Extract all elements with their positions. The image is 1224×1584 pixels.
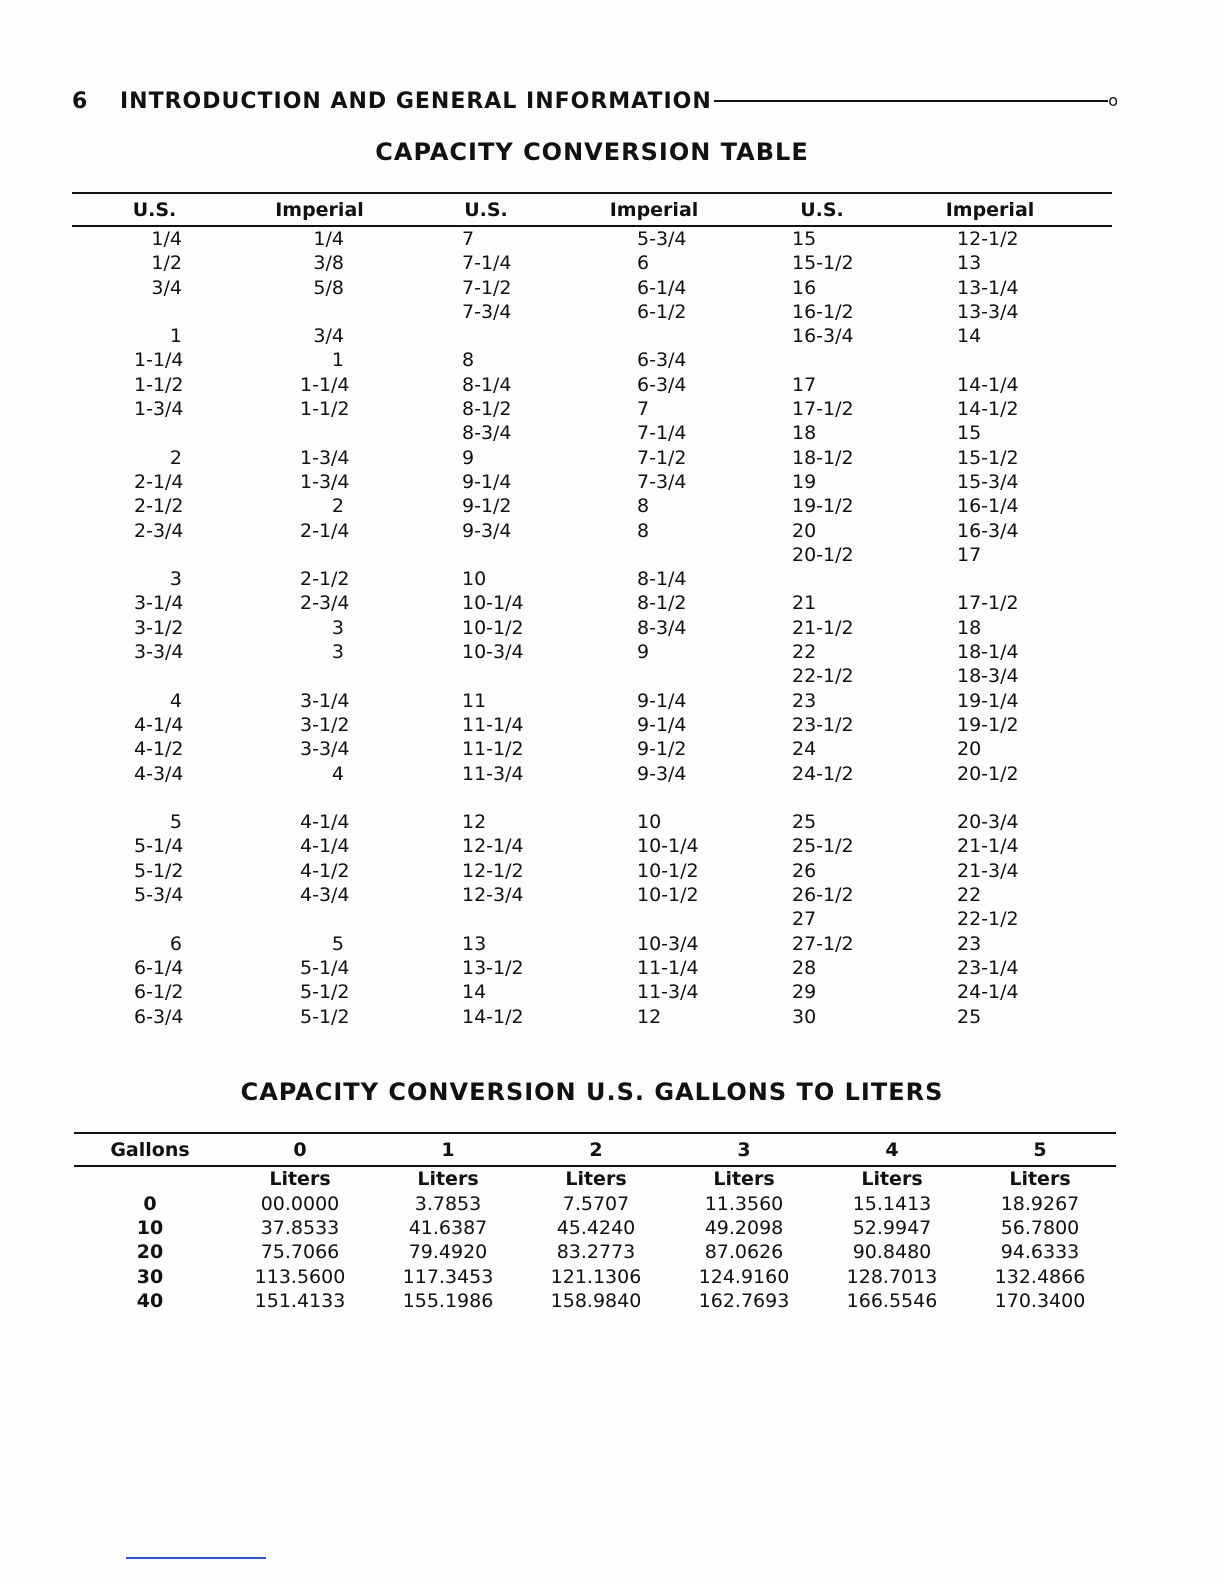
table-row — [74, 1191, 1116, 1215]
gallons-value: 20 — [136, 1241, 164, 1264]
table-cell — [637, 907, 727, 931]
table-cell: 12-1/2 — [462, 859, 524, 882]
table-cell: 20-1/2 — [957, 762, 1019, 785]
table-cell: 8-1/4 — [637, 568, 687, 591]
table-cell: 10-1/2 — [637, 859, 699, 882]
gallons-table-body — [74, 1191, 1116, 1313]
table-cell: 16-3/4 — [792, 325, 854, 348]
table-cell: 6-1/4 — [134, 956, 184, 979]
table-cell: 1 — [169, 325, 182, 348]
table-cell: 4 — [331, 762, 344, 785]
table-cell: 25 — [957, 1005, 982, 1028]
table-cell: 5/8 — [313, 276, 344, 299]
header-us-3: U.S. — [800, 198, 844, 221]
table-cell: 8-1/4 — [462, 373, 512, 396]
table-cell: 25 — [792, 811, 817, 834]
table-cell: 23 — [957, 932, 982, 955]
table-cell: 3-1/2 — [134, 616, 184, 639]
table-cell: 4-1/4 — [300, 835, 350, 858]
header-col-4: 4 — [885, 1138, 899, 1161]
table-cell: 1-3/4 — [300, 446, 350, 469]
table-cell: 9 — [462, 446, 475, 469]
table-cell: 28 — [792, 956, 817, 979]
table-cell: 24-1/2 — [792, 762, 854, 785]
table-cell: 19-1/2 — [792, 495, 854, 518]
table-cell: 1 — [331, 349, 344, 372]
table-cell: 10 — [462, 568, 487, 591]
liters-value: 124.9160 — [698, 1265, 790, 1288]
capacity-column-3 — [637, 227, 727, 1029]
table-cell: 12-1/2 — [957, 228, 1019, 250]
table-cell: 8 — [462, 349, 475, 372]
liters-value: 3.7853 — [414, 1192, 482, 1215]
table-cell: 8 — [637, 519, 650, 542]
table-cell: 2-3/4 — [134, 519, 184, 542]
table-cell: 11-1/4 — [637, 956, 699, 979]
header-imperial-3: Imperial — [945, 198, 1035, 221]
table-cell — [792, 786, 882, 810]
table-cell: 20-1/2 — [792, 543, 854, 566]
table-cell: 3 — [169, 568, 182, 591]
table-row — [74, 1216, 1116, 1240]
table-cell: 3-1/4 — [134, 592, 184, 615]
table-cell: 1-1/4 — [134, 349, 184, 372]
table-cell: 15 — [792, 228, 817, 250]
table-cell: 11-1/4 — [462, 713, 524, 736]
table-cell: 14-1/2 — [957, 398, 1019, 421]
table-cell: 5 — [331, 932, 344, 955]
liters-value: 162.7693 — [698, 1290, 790, 1313]
liters-value: 94.6333 — [1000, 1241, 1080, 1264]
table-cell: 4-1/2 — [300, 859, 350, 882]
liters-unit-row — [74, 1167, 1116, 1191]
table-cell: 16-1/2 — [792, 300, 854, 323]
liters-value: 83.2773 — [556, 1241, 636, 1264]
gallons-table-title: CAPACITY CONVERSION U.S. GALLONS TO LITERS — [240, 1078, 944, 1106]
table-cell: 26 — [792, 859, 817, 882]
header-imperial-1: Imperial — [275, 198, 364, 221]
table-cell: 4-1/4 — [300, 811, 350, 834]
table-cell: 6-3/4 — [134, 1005, 184, 1028]
table-cell: 19-1/4 — [957, 689, 1019, 712]
table-cell: 6-3/4 — [637, 349, 687, 372]
table-cell: 8-3/4 — [462, 422, 512, 445]
table-cell: 3/4 — [313, 325, 344, 348]
capacity-table-body — [72, 227, 1112, 1037]
table-cell: 6-1/2 — [637, 300, 687, 323]
capacity-column-2 — [462, 227, 552, 1029]
table-cell — [300, 300, 344, 324]
table-cell — [792, 348, 882, 372]
table-cell: 27 — [792, 908, 817, 931]
liters-value: 158.9840 — [550, 1290, 642, 1313]
table-cell: 12-1/4 — [462, 835, 524, 858]
table-cell: 1-1/2 — [134, 373, 184, 396]
table-cell — [462, 664, 552, 688]
liters-value: 75.7066 — [260, 1241, 340, 1264]
liters-value: 18.9267 — [1000, 1192, 1080, 1215]
table-cell: 25-1/2 — [792, 835, 854, 858]
liters-value: 151.4133 — [254, 1290, 346, 1313]
table-cell: 4-3/4 — [300, 884, 350, 907]
header-us-2: U.S. — [464, 198, 508, 221]
table-cell: 16-3/4 — [957, 519, 1019, 542]
table-cell: 3 — [331, 641, 344, 664]
table-cell: 9-1/4 — [637, 713, 687, 736]
liters-value: 132.4866 — [994, 1265, 1086, 1288]
capacity-column-5 — [957, 227, 1047, 1029]
table-cell: 5-1/4 — [300, 956, 350, 979]
liters-value: 56.7800 — [1000, 1216, 1080, 1239]
table-cell: 1/2 — [151, 252, 182, 275]
liters-value: 155.1986 — [402, 1290, 494, 1313]
table-cell: 21-3/4 — [957, 859, 1019, 882]
table-cell: 18 — [957, 616, 982, 639]
table-cell: 23-1/2 — [792, 713, 854, 736]
table-cell: 18-1/4 — [957, 641, 1019, 664]
table-cell: 9-1/2 — [462, 495, 512, 518]
gallons-value: 0 — [143, 1192, 157, 1215]
table-cell: 21-1/4 — [957, 835, 1019, 858]
table-cell: 3 — [331, 616, 344, 639]
table-cell: 21 — [792, 592, 817, 615]
liters-value: 113.5600 — [254, 1265, 346, 1288]
table-cell: 13 — [462, 932, 487, 955]
liters-value: 166.5546 — [846, 1290, 938, 1313]
liters-label: Liters — [713, 1168, 775, 1191]
table-cell — [300, 664, 344, 688]
table-row — [74, 1240, 1116, 1264]
table-cell: 23-1/4 — [957, 956, 1019, 979]
table-cell: 7-1/2 — [462, 276, 512, 299]
table-cell — [462, 786, 552, 810]
table-cell: 6 — [169, 932, 182, 955]
table-cell: 15-1/2 — [792, 252, 854, 275]
table-cell: 7 — [637, 398, 650, 421]
chapter-title: INTRODUCTION AND GENERAL INFORMATION — [120, 88, 712, 114]
table-cell: 5-1/2 — [300, 981, 350, 1004]
table-cell: 22 — [957, 884, 982, 907]
table-cell: 8-1/2 — [462, 398, 512, 421]
table-cell: 30 — [792, 1005, 817, 1028]
table-cell: 13 — [957, 252, 982, 275]
liters-label: Liters — [861, 1168, 923, 1191]
header-rule — [714, 100, 1108, 102]
table-cell: 7-3/4 — [637, 470, 687, 493]
table-cell: 1/4 — [313, 228, 344, 250]
table-cell: 14-1/2 — [462, 1005, 524, 1028]
table-cell: 9-3/4 — [462, 519, 512, 542]
table-cell — [637, 786, 727, 810]
table-cell — [300, 907, 344, 931]
table-cell: 14 — [957, 325, 982, 348]
capacity-conversion-table — [72, 192, 1112, 1037]
liters-value: 15.1413 — [852, 1192, 932, 1215]
table-cell — [637, 324, 727, 348]
gallons-value: 40 — [136, 1290, 164, 1313]
table-cell: 10-1/4 — [637, 835, 699, 858]
table-cell: 16 — [792, 276, 817, 299]
header-col-5: 5 — [1033, 1138, 1047, 1161]
table-cell: 22 — [792, 641, 817, 664]
table-cell: 8-3/4 — [637, 616, 687, 639]
liters-value: 79.4920 — [408, 1241, 488, 1264]
liters-value: 41.6387 — [408, 1216, 488, 1239]
table-cell: 8-1/2 — [637, 592, 687, 615]
table-cell — [637, 664, 727, 688]
table-cell: 13-3/4 — [957, 300, 1019, 323]
table-cell: 5-1/2 — [300, 1005, 350, 1028]
table-cell: 12 — [462, 811, 487, 834]
table-cell: 7-3/4 — [462, 300, 512, 323]
table-cell: 9 — [637, 641, 650, 664]
header-imperial-2: Imperial — [609, 198, 699, 221]
liters-value: 87.0626 — [704, 1241, 784, 1264]
table-cell: 5-3/4 — [134, 884, 184, 907]
header-gallons: Gallons — [110, 1138, 190, 1161]
table-cell: 3/8 — [313, 252, 344, 275]
table-cell: 18 — [792, 422, 817, 445]
table-cell — [300, 786, 344, 810]
gallons-to-liters-table — [74, 1132, 1116, 1313]
capacity-column-0 — [134, 227, 182, 1029]
table-cell: 2-1/4 — [134, 470, 184, 493]
table-cell: 2-1/4 — [300, 519, 350, 542]
table-cell: 29 — [792, 981, 817, 1004]
table-cell: 4-3/4 — [134, 762, 184, 785]
table-cell: 9-3/4 — [637, 762, 687, 785]
table-cell: 5-1/4 — [134, 835, 184, 858]
liters-value: 49.2098 — [704, 1216, 784, 1239]
header-rule-end-mark: o — [1108, 91, 1118, 110]
table-cell: 11-3/4 — [462, 762, 524, 785]
table-cell — [134, 543, 182, 567]
table-cell: 19-1/2 — [957, 713, 1019, 736]
liters-value: 45.4240 — [556, 1216, 636, 1239]
table-cell: 10-1/2 — [637, 884, 699, 907]
table-cell: 10-1/4 — [462, 592, 524, 615]
table-cell: 15 — [957, 422, 982, 445]
table-cell: 7-1/4 — [462, 252, 512, 275]
gallons-table-header — [74, 1134, 1116, 1167]
table-cell: 3-1/4 — [300, 689, 350, 712]
table-cell: 1/4 — [151, 228, 182, 250]
table-cell: 10 — [637, 811, 662, 834]
table-cell: 1-3/4 — [300, 470, 350, 493]
table-cell: 6-3/4 — [637, 373, 687, 396]
table-cell — [300, 421, 344, 445]
table-cell: 13-1/2 — [462, 956, 524, 979]
table-cell: 10-3/4 — [637, 932, 699, 955]
liters-value: 00.0000 — [260, 1192, 340, 1215]
table-cell: 24 — [792, 738, 817, 761]
table-cell: 5-3/4 — [637, 228, 687, 250]
table-cell: 10-1/2 — [462, 616, 524, 639]
table-cell: 8 — [637, 495, 650, 518]
table-cell: 10-3/4 — [462, 641, 524, 664]
table-cell — [134, 907, 182, 931]
table-cell: 9-1/4 — [637, 689, 687, 712]
table-cell: 17-1/2 — [792, 398, 854, 421]
table-cell: 7-1/4 — [637, 422, 687, 445]
header-col-0: 0 — [293, 1138, 307, 1161]
liters-label: Liters — [1009, 1168, 1071, 1191]
table-cell: 20 — [792, 519, 817, 542]
capacity-column-1 — [300, 227, 350, 1029]
table-row — [74, 1289, 1116, 1313]
liters-value: 170.3400 — [994, 1290, 1086, 1313]
table-cell: 22-1/2 — [957, 908, 1019, 931]
table-cell: 6-1/4 — [637, 276, 687, 299]
table-cell: 6 — [637, 252, 650, 275]
table-cell: 1-3/4 — [134, 398, 184, 421]
table-cell: 17 — [792, 373, 817, 396]
table-cell — [957, 567, 1047, 591]
table-cell: 21-1/2 — [792, 616, 854, 639]
table-cell — [134, 421, 182, 445]
page-header — [72, 86, 1118, 116]
capacity-table-title: CAPACITY CONVERSION TABLE — [375, 138, 809, 166]
liters-value: 37.8533 — [260, 1216, 340, 1239]
table-cell: 2-1/2 — [300, 568, 350, 591]
table-cell: 1-1/2 — [300, 398, 350, 421]
table-cell: 22-1/2 — [792, 665, 854, 688]
table-cell — [462, 907, 552, 931]
table-cell: 9-1/2 — [637, 738, 687, 761]
liters-value: 121.1306 — [550, 1265, 642, 1288]
table-cell — [792, 567, 882, 591]
header-col-1: 1 — [441, 1138, 455, 1161]
capacity-table-header — [72, 194, 1112, 227]
table-cell: 11-1/2 — [462, 738, 524, 761]
table-cell: 9-1/4 — [462, 470, 512, 493]
table-row — [74, 1265, 1116, 1289]
page-number: 6 — [72, 88, 88, 114]
table-cell: 12 — [637, 1005, 662, 1028]
table-cell: 2 — [169, 446, 182, 469]
table-cell: 20-3/4 — [957, 811, 1019, 834]
table-cell: 17 — [957, 543, 982, 566]
table-cell: 5-1/2 — [134, 859, 184, 882]
liters-value: 7.5707 — [562, 1192, 630, 1215]
liters-value: 11.3560 — [704, 1192, 784, 1215]
table-cell: 15-3/4 — [957, 470, 1019, 493]
table-cell — [134, 300, 182, 324]
table-cell: 3-1/2 — [300, 713, 350, 736]
liters-value: 52.9947 — [852, 1216, 932, 1239]
table-cell — [134, 664, 182, 688]
header-us-1: U.S. — [132, 198, 177, 221]
table-cell: 2-1/2 — [134, 495, 184, 518]
table-cell: 2 — [331, 495, 344, 518]
table-cell — [300, 543, 344, 567]
table-cell: 2-3/4 — [300, 592, 350, 615]
table-cell: 11 — [462, 689, 487, 712]
table-cell: 23 — [792, 689, 817, 712]
table-cell: 1-1/4 — [300, 373, 350, 396]
capacity-column-4 — [792, 227, 882, 1029]
table-cell: 14 — [462, 981, 487, 1004]
table-cell: 13-1/4 — [957, 276, 1019, 299]
table-cell — [637, 543, 727, 567]
table-cell: 12-3/4 — [462, 884, 524, 907]
liters-label: Liters — [269, 1168, 331, 1191]
gallons-value: 30 — [136, 1265, 164, 1288]
table-cell: 19 — [792, 470, 817, 493]
header-col-2: 2 — [589, 1138, 603, 1161]
liters-label: Liters — [417, 1168, 479, 1191]
table-cell: 7-1/2 — [637, 446, 687, 469]
table-cell: 3-3/4 — [134, 641, 184, 664]
table-cell — [134, 786, 182, 810]
table-cell — [462, 543, 552, 567]
table-cell: 7 — [462, 228, 475, 250]
table-cell — [957, 786, 1047, 810]
table-cell: 27-1/2 — [792, 932, 854, 955]
table-cell: 15-1/2 — [957, 446, 1019, 469]
table-cell — [462, 324, 552, 348]
table-cell: 17-1/2 — [957, 592, 1019, 615]
liters-label: Liters — [565, 1168, 627, 1191]
table-cell: 26-1/2 — [792, 884, 854, 907]
table-cell: 4 — [169, 689, 182, 712]
table-cell: 4-1/4 — [134, 713, 184, 736]
table-cell: 5 — [169, 811, 182, 834]
table-cell: 16-1/4 — [957, 495, 1019, 518]
table-cell: 18-3/4 — [957, 665, 1019, 688]
table-cell: 3/4 — [151, 276, 182, 299]
table-cell: 18-1/2 — [792, 446, 854, 469]
liters-value: 128.7013 — [846, 1265, 938, 1288]
table-cell — [957, 348, 1047, 372]
liters-value: 90.8480 — [852, 1241, 932, 1264]
table-cell: 4-1/2 — [134, 738, 184, 761]
table-cell: 11-3/4 — [637, 981, 699, 1004]
table-cell: 3-3/4 — [300, 738, 350, 761]
table-cell: 24-1/4 — [957, 981, 1019, 1004]
footer-rule — [126, 1557, 266, 1559]
table-cell: 20 — [957, 738, 982, 761]
table-cell: 6-1/2 — [134, 981, 184, 1004]
header-col-3: 3 — [737, 1138, 751, 1161]
table-cell: 14-1/4 — [957, 373, 1019, 396]
gallons-value: 10 — [136, 1216, 164, 1239]
liters-value: 117.3453 — [402, 1265, 494, 1288]
